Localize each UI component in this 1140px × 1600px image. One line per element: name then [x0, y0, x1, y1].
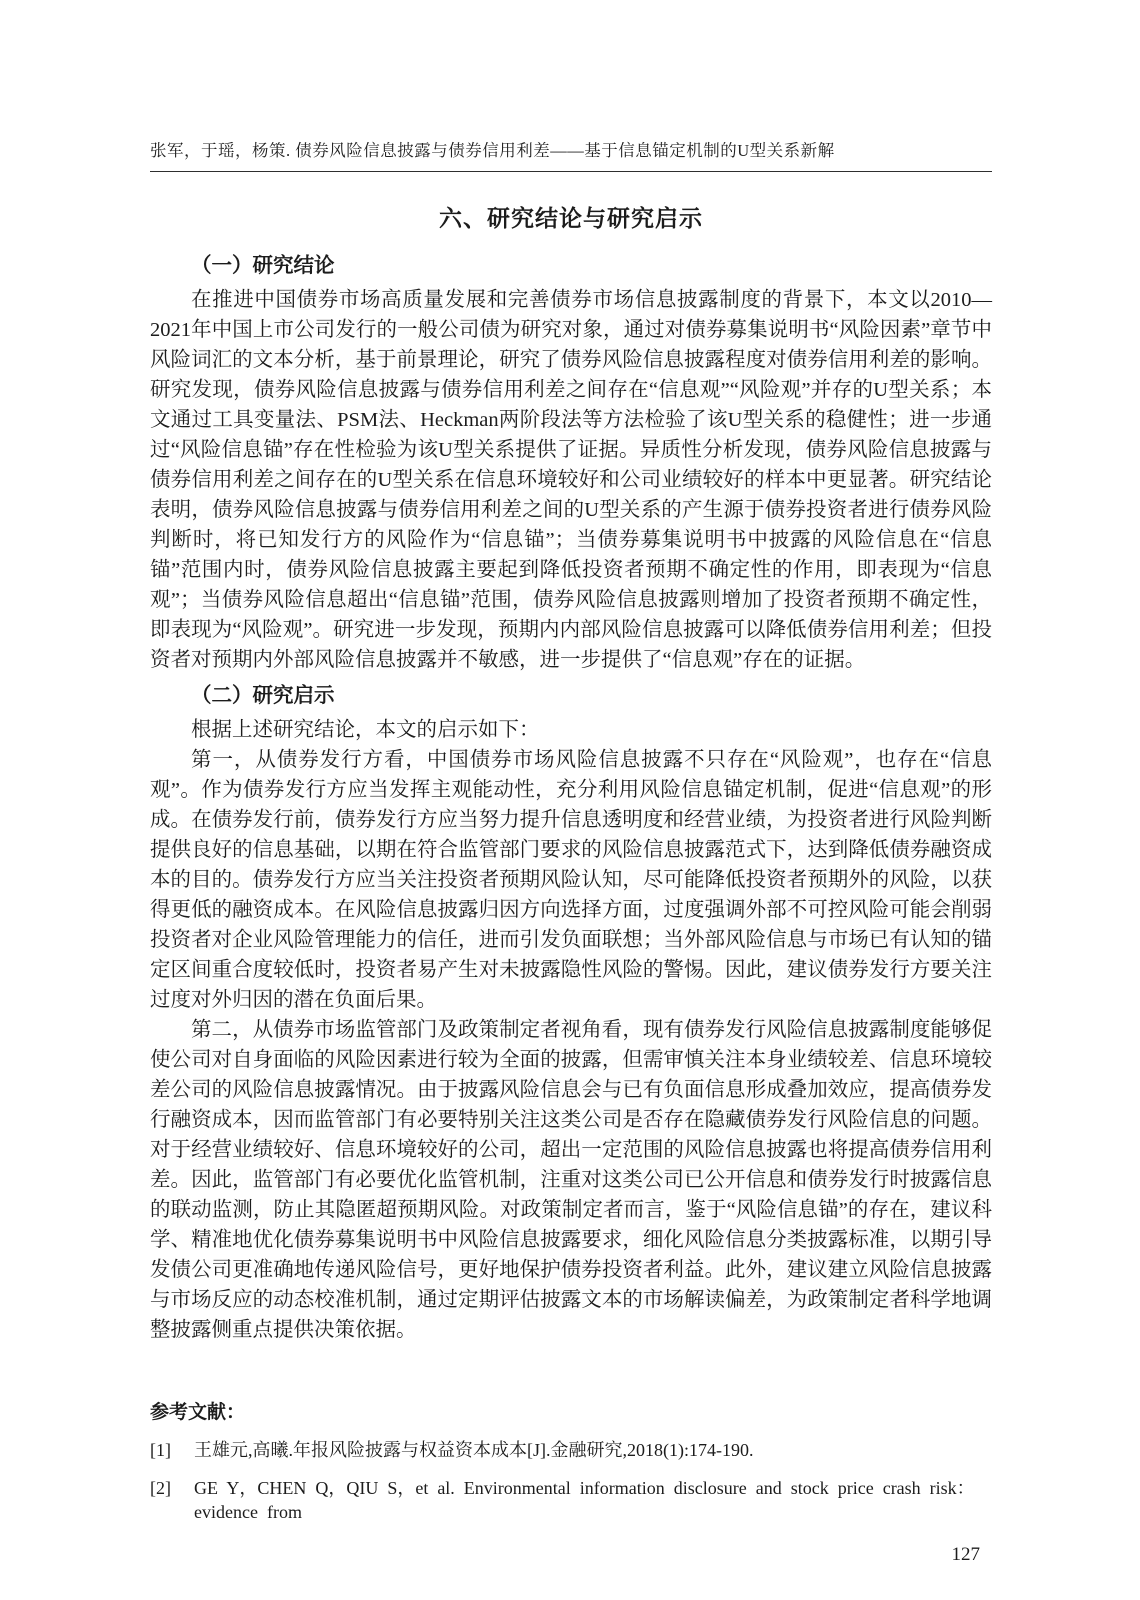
paragraph-implication-first: 第一，从债券发行方看，中国债券市场风险信息披露不只存在“风险观”，也存在“信息观”。作为债券发行方应当发挥主观能动性，充分利用风险信息锚定机制，促进“信息观”的形成。在债券发行前，债券发行方应当努力提升信息透明度和经营业绩，为投资者进行风险判断提供良好的信息基础，以期在符合监管部门要求的风险信息披露范式下，达到降低债券融资成本的目的。债券发行方应当关注投资者预期风险认知，尽可能降低投资者预期外的风险，以获得更低的融资成本。在风险信息披露归因方向选择方面，过度强调外部不可控风险可能会削弱投资者对企业风险管理能力的信任，进而引发负面联想；当外部风险信息与市场已有认知的锚定区间重合度较低时，投资者易产生对未披露隐性风险的警惕。因此，建议债券发行方要关注过度对外归因的潜在负面后果。 — [150, 749, 992, 1011]
subsection-heading-implications: （二）研究启示 — [191, 684, 335, 707]
subsection-heading-conclusions: （一）研究结论 — [191, 254, 335, 277]
page-number: 127 — [951, 1544, 980, 1565]
reference-item-2 — [150, 1476, 992, 1524]
section-title: 六、研究结论与研究启示 — [439, 205, 703, 231]
paragraph-implication-second: 第二，从债券市场监管部门及政策制定者视角看，现有债券发行风险信息披露制度能够促使公司对自身面临的风险因素进行较为全面的披露，但需审慎关注本身业绩较差、信息环境较差公司的风险信息披露情况。由于披露风险信息会与已有负面信息形成叠加效应，提高债券发行融资成本，因而监管部门有必要特别关注这类公司是否存在隐藏债券发行风险信息的问题。对于经营业绩较好、信息环境较好的公司，超出一定范围的风险信息披露也将提高债券信用利差。因此，监管部门有必要优化监管机制，注重对这类公司已公开信息和债券发行时披露信息的联动监测，防止其隐匿超预期风险。对政策制定者而言，鉴于“风险信息锚”的存在，建议科学、精准地优化债券募集说明书中风险信息披露要求，细化风险信息分类披露标准，以期引导发债公司更准确地传递风险信号，更好地保护债券投资者利益。此外，建议建立风险信息披露与市场反应的动态校准机制，通过定期评估披露文本的市场解读偏差，为政策制定者科学地调整披露侧重点提供决策依据。 — [150, 1019, 992, 1341]
reference-text: 王雄元,高曦.年报风险披露与权益资本成本[J].金融研究,2018(1):174-190. — [194, 1440, 754, 1460]
reference-item-1 — [150, 1438, 992, 1462]
references-section — [150, 1397, 992, 1524]
references-heading: 参考文献： — [150, 1402, 246, 1423]
running-header-text: 张军，于瑶，杨策. 债券风险信息披露与债券信用利差——基于信息锚定机制的U型关系新解 — [150, 141, 835, 160]
reference-text: GE Y，CHEN Q，QIU S，et al. Environmental information disclosure and stock price crash risk：evidence from — [194, 1478, 975, 1522]
paragraph-implications-intro: 根据上述研究结论，本文的启示如下： — [191, 719, 540, 741]
reference-label: [2] — [150, 1478, 171, 1498]
reference-label: [1] — [150, 1440, 171, 1460]
running-header — [150, 140, 992, 172]
paragraph-conclusions: 在推进中国债券市场高质量发展和完善债券市场信息披露制度的背景下，本文以2010—2021年中国上市公司发行的一般公司债为研究对象，通过对债券募集说明书“风险因素”章节中风险词汇的文本分析，基于前景理论，研究了债券风险信息披露程度对债券信用利差的影响。研究发现，债券风险信息披露与债券信用利差之间存在“信息观”“风险观”并存的U型关系；本文通过工具变量法、PSM法、Heckman两阶段法等方法检验了该U型关系的稳健性；进一步通过“风险信息锚”存在性检验为该U型关系提供了证据。异质性分析发现，债券风险信息披露与债券信用利差之间存在的U型关系在信息环境较好和公司业绩较好的样本中更显著。研究结论表明，债券风险信息披露与债券信用利差之间的U型关系的产生源于债券投资者进行债券风险判断时，将已知发行方的风险作为“信息锚”；当债券募集说明书中披露的风险信息在“信息锚”范围内时，债券风险信息披露主要起到降低投资者预期不确定性的作用，即表现为“信息观”；当债券风险信息超出“信息锚”范围，债券风险信息披露则增加了投资者预期不确定性，即表现为“风险观”。研究进一步发现，预期内内部风险信息披露可以降低债券信用利差；但投资者对预期内外部风险信息披露并不敏感，进一步提供了“信息观”存在的证据。 — [150, 289, 992, 671]
